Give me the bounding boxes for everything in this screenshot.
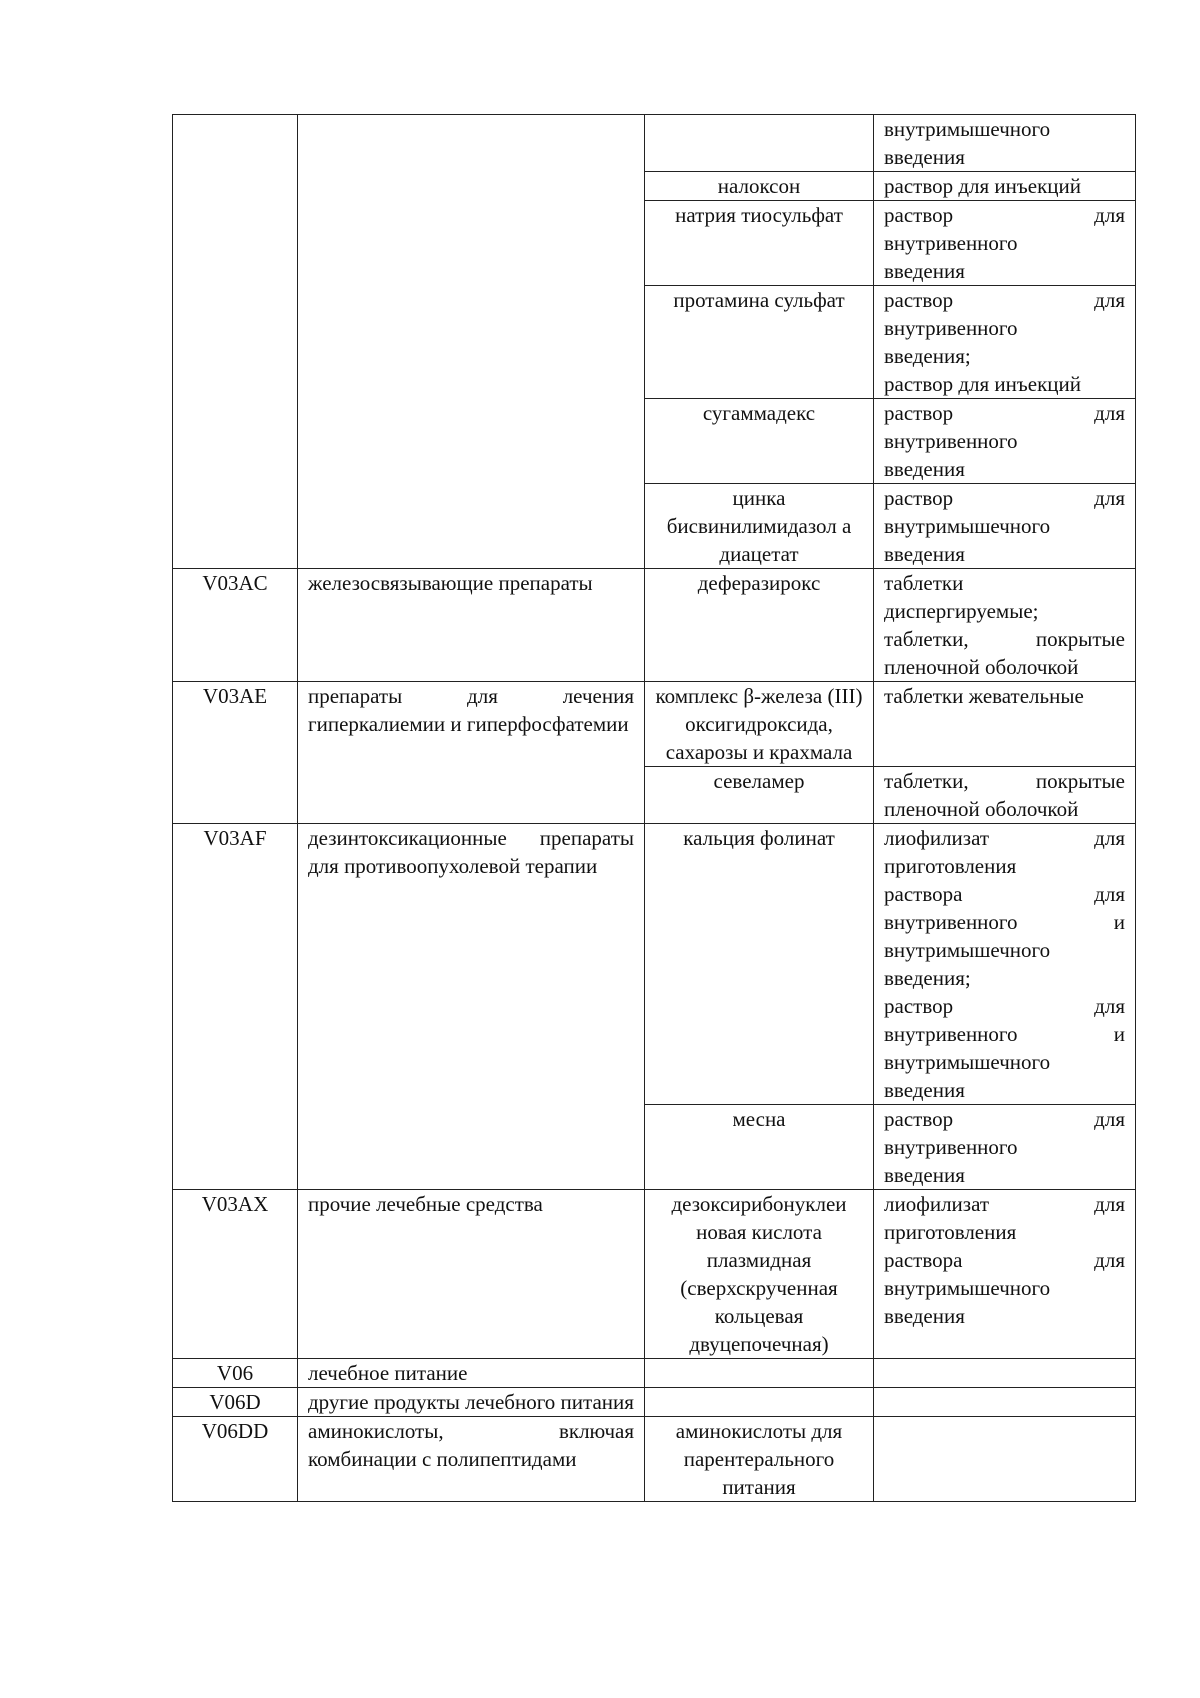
drug-name <box>645 1359 874 1388</box>
code-cell <box>173 115 298 569</box>
table-row <box>173 1388 1136 1417</box>
drug-name: налоксон <box>645 172 874 201</box>
drug-name: протамина сульфат <box>645 286 874 399</box>
drug-name: аминокислоты для парентерального питания <box>645 1417 874 1502</box>
drug-name: цинка бисвинилимидазол а диацетат <box>645 484 874 569</box>
table-row <box>173 824 1136 1105</box>
drug-name: дезоксирибонуклеи новая кислота плазмидная (сверхскрученная кольцевая двуцепочечная) <box>645 1190 874 1359</box>
atc-code: V06 <box>173 1359 298 1388</box>
group-title: другие продукты лечебного питания <box>298 1388 645 1417</box>
table-row <box>173 1190 1136 1359</box>
dosage-form: таблетки жевательные <box>874 682 1136 767</box>
drug-name: севеламер <box>645 767 874 824</box>
drug-name: месна <box>645 1105 874 1190</box>
dosage-form: раствор для внутривенного введения; раствор для инъекций <box>874 286 1136 399</box>
atc-code: V06D <box>173 1388 298 1417</box>
drug-table <box>172 114 1136 1502</box>
drug-name: сугаммадекс <box>645 399 874 484</box>
group-title: лечебное питание <box>298 1359 645 1388</box>
dosage-form: раствор для внутривенного введения <box>874 399 1136 484</box>
group-title: дезинтоксикационные препараты для противоопухолевой терапии <box>298 824 645 1190</box>
atc-code: V06DD <box>173 1417 298 1502</box>
drug-name: кальция фолинат <box>645 824 874 1105</box>
group-title: железосвязывающие препараты <box>298 569 645 682</box>
dosage-form <box>874 1359 1136 1388</box>
dosage-form: раствор для инъекций <box>874 172 1136 201</box>
atc-code: V03AF <box>173 824 298 1190</box>
dosage-form: таблетки, покрытые пленочной оболочкой <box>874 767 1136 824</box>
dosage-form <box>874 1388 1136 1417</box>
table-row <box>173 115 1136 172</box>
group-title: препараты для лечения гиперкалиемии и гиперфосфатемии <box>298 682 645 824</box>
atc-code: V03AX <box>173 1190 298 1359</box>
atc-code: V03AC <box>173 569 298 682</box>
drug-name: деферазирокс <box>645 569 874 682</box>
dosage-form: раствор для внутримышечного введения <box>874 484 1136 569</box>
dosage-form: лиофилизат для приготовления раствора для внутримышечного введения <box>874 1190 1136 1359</box>
group-cell <box>298 115 645 569</box>
table-row <box>173 1417 1136 1502</box>
drug-name: комплекс β-железа (III) оксигидроксида, сахарозы и крахмала <box>645 682 874 767</box>
dosage-form: раствор для внутривенного введения <box>874 201 1136 286</box>
table-row <box>173 682 1136 767</box>
table-row <box>173 569 1136 682</box>
dosage-form: таблетки диспергируемые; таблетки, покрытые пленочной оболочкой <box>874 569 1136 682</box>
drug-name <box>645 115 874 172</box>
group-title: аминокислоты, включая комбинации с полипептидами <box>298 1417 645 1502</box>
dosage-form: раствор для внутривенного введения <box>874 1105 1136 1190</box>
drug-name <box>645 1388 874 1417</box>
table-row <box>173 1359 1136 1388</box>
drug-name: натрия тиосульфат <box>645 201 874 286</box>
group-title: прочие лечебные средства <box>298 1190 645 1359</box>
dosage-form: внутримышечного введения <box>874 115 1136 172</box>
atc-code: V03AE <box>173 682 298 824</box>
dosage-form: лиофилизат для приготовления раствора для внутривенного и внутримышечного введения; раствор для внутривенного и внутримышечного введения <box>874 824 1136 1105</box>
dosage-form <box>874 1417 1136 1502</box>
